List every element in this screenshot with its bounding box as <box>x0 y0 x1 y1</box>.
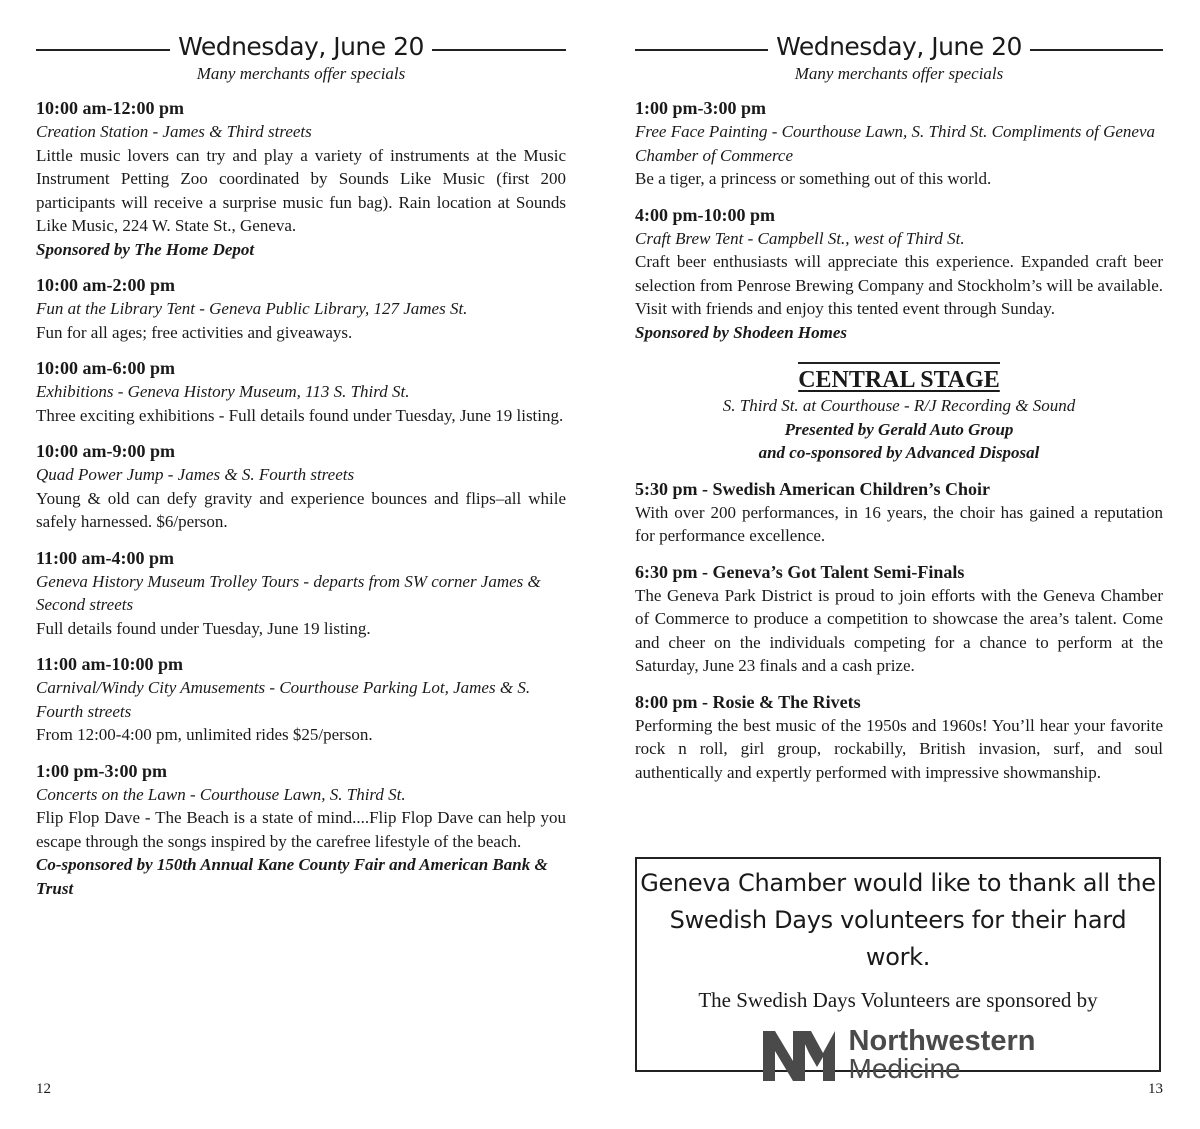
event-time: 1:00 pm-3:00 pm <box>635 98 766 118</box>
event-sponsor: Sponsored by The Home Depot <box>36 239 255 259</box>
event-entry <box>36 273 566 344</box>
central-stage-acts <box>635 477 1163 785</box>
event-description: Three exciting exhibitions - Full details found under Tuesday, June 19 listing. <box>36 405 564 425</box>
event-description: From 12:00-4:00 pm, unlimited rides $25/person. <box>36 725 373 744</box>
right-page <box>635 0 1163 784</box>
event-entry <box>36 96 566 261</box>
event-time: 10:00 am-2:00 pm <box>36 275 175 295</box>
central-stage-cosponsor: and co-sponsored by Advanced Disposal <box>758 443 1040 462</box>
event-entry <box>36 439 566 534</box>
act-title: 8:00 pm - Rosie & The Rivets <box>635 691 861 712</box>
event-location: Geneva History Museum Trolley Tours - departs from SW corner James & Second streets <box>36 571 541 614</box>
logo-word-medicine: Medicine <box>848 1053 961 1084</box>
thanks-line-2: Swedish Days volunteers for their hard work. <box>669 906 1127 971</box>
act-title: 6:30 pm - Geneva’s Got Talent Semi-Finals <box>635 561 965 582</box>
header-subtitle: Many merchants offer specials <box>196 64 406 83</box>
event-entry <box>36 546 566 641</box>
event-entry <box>635 96 1163 191</box>
stage-act <box>635 477 1163 548</box>
event-time: 11:00 am-4:00 pm <box>36 547 174 568</box>
event-time: 10:00 am-6:00 pm <box>36 358 175 378</box>
event-description: Full details found under Tuesday, June 19 listing. <box>36 618 371 638</box>
event-description: Fun for all ages; free activities and giveaways. <box>36 322 353 342</box>
logo-word-northwestern: Northwestern <box>848 1025 1036 1057</box>
right-page-header <box>635 32 1163 84</box>
event-time: 10:00 am-9:00 pm <box>36 441 175 461</box>
event-location: Carnival/Windy City Amusements - Courthouse Parking Lot, James & S. Fourth streets <box>36 678 531 721</box>
header-title: Wednesday, June 20 <box>768 32 1030 62</box>
nm-logo-icon <box>761 1027 839 1083</box>
header-rule-left <box>635 49 775 51</box>
header-subtitle: Many merchants offer specials <box>794 64 1004 83</box>
event-sponsor: Sponsored by Shodeen Homes <box>635 322 848 342</box>
event-entry <box>36 759 566 901</box>
northwestern-medicine-logo <box>637 1027 1159 1083</box>
act-description: Performing the best music of the 1950s and 1960s! You’ll hear your favorite rock n roll, girl group, rockabilly, British invasion, surf, and soul authentically and expertly performed with impressive showmanship. <box>635 715 1163 782</box>
event-location: Quad Power Jump - James & S. Fourth streets <box>36 465 355 484</box>
event-location: Craft Brew Tent - Campbell St., west of Third St. <box>635 228 965 248</box>
event-location: Concerts on the Lawn - Courthouse Lawn, S. Third St. <box>36 784 406 804</box>
act-description: With over 200 performances, in 16 years, the choir has gained a reputation for performance excellence. <box>635 502 1163 545</box>
act-description: The Geneva Park District is proud to join efforts with the Geneva Chamber of Commerce to produce a competition to showcase the area’s talent. Come and cheer on the individuals competing for a chance to perform at the Saturday, June 23 finals and a cash prize. <box>635 585 1163 675</box>
central-stage-section <box>635 362 1163 465</box>
event-description: Young & old can defy gravity and experience bounces and flips–all while safely harnessed. $6/person. <box>36 488 566 531</box>
event-time: 4:00 pm-10:00 pm <box>635 204 775 225</box>
left-page <box>36 0 566 900</box>
event-entry <box>36 652 566 747</box>
left-event-list <box>36 96 566 900</box>
event-time: 1:00 pm-3:00 pm <box>36 760 167 781</box>
page-number-left: 12 <box>36 1081 51 1097</box>
event-sponsor: Co-sponsored by 150th Annual Kane County Fair and American Bank & Trust <box>36 855 548 898</box>
header-rule-left <box>36 49 176 51</box>
logo-wordmark <box>849 1027 1036 1083</box>
left-page-header <box>36 32 566 84</box>
event-description: Little music lovers can try and play a variety of instruments at the Music Instrument Petting Zoo coordinated by Sounds Like Music (first 200 participants will receive a surprise music fun bag). Rain location at Sounds Like Music, 224 W. State St., Geneva. <box>36 145 566 235</box>
event-location: Free Face Painting - Courthouse Lawn, S. Third St. Compliments of Geneva Chamber of Commerce <box>635 122 1156 165</box>
central-stage-title: CENTRAL STAGE <box>798 362 1000 394</box>
thanks-sponsor-line: The Swedish Days Volunteers are sponsored by <box>698 988 1098 1012</box>
event-entry <box>635 203 1163 345</box>
stage-act <box>635 690 1163 785</box>
thanks-line-1: Geneva Chamber would like to thank all the <box>640 869 1156 897</box>
event-time: 10:00 am-12:00 pm <box>36 98 184 118</box>
event-location: Fun at the Library Tent - Geneva Public Library, 127 James St. <box>36 299 468 318</box>
act-title: 5:30 pm - Swedish American Children’s Choir <box>635 478 991 499</box>
event-time: 11:00 am-10:00 pm <box>36 654 183 674</box>
event-entry <box>36 356 566 427</box>
event-location: Creation Station - James & Third streets <box>36 122 312 141</box>
central-stage-presenter: Presented by Gerald Auto Group <box>784 419 1014 439</box>
event-description: Craft beer enthusiasts will appreciate this experience. Expanded craft beer selection from Penrose Brewing Company and Stockholm’s will be available. Visit with friends and enjoy this tented event through Sunday. <box>635 252 1163 318</box>
stage-act <box>635 560 1163 678</box>
header-title: Wednesday, June 20 <box>170 32 432 62</box>
event-description: Be a tiger, a princess or something out of this world. <box>635 169 992 188</box>
event-description: Flip Flop Dave - The Beach is a state of mind....Flip Flop Dave can help you escape through the songs inspired by the carefree lifestyle of the beach. <box>36 808 566 851</box>
event-location: Exhibitions - Geneva History Museum, 113 S. Third St. <box>36 382 410 401</box>
header-rule-right <box>426 49 566 51</box>
volunteer-thanks-box <box>635 857 1161 1084</box>
central-stage-location: S. Third St. at Courthouse - R/J Recording & Sound <box>722 396 1076 415</box>
header-rule-right <box>1023 49 1163 51</box>
page-number-right: 13 <box>1148 1081 1163 1097</box>
right-event-list <box>635 96 1163 344</box>
